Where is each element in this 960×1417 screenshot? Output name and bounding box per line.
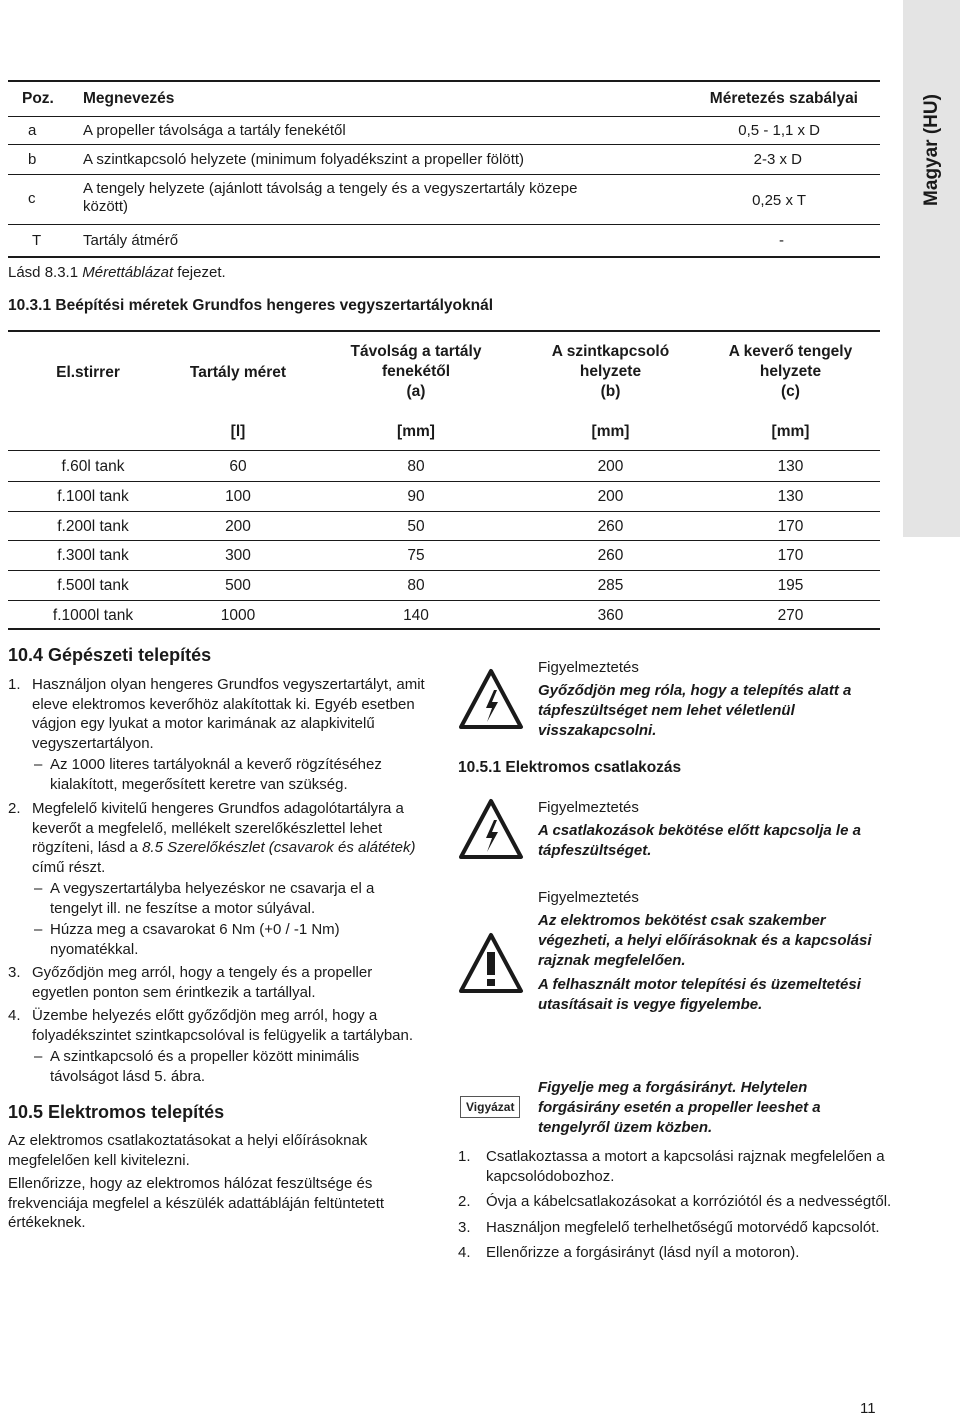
paragraph: Ellenőrizze, hogy az elektromos hálózat feszültsége és frekvenciája megfelel a készülék adattábláján feltüntetett értékeknek.: [8, 1175, 385, 1231]
warning-text: Győződjön meg róla, hogy a telepítés alatt a tápfeszültséget nem lehet véletlenül visszakapcsolni.: [538, 682, 852, 739]
unit-label: [mm]: [397, 423, 435, 440]
list-subitem: – Az 1000 literes tartályoknál a keverő rögzítéséhez kialakított, megerősített keretre van szükség.: [34, 756, 382, 793]
electrical-warning-icon: [458, 798, 524, 864]
unit-label: [l]: [230, 423, 246, 440]
reference-link[interactable]: Mérettáblázat: [82, 264, 174, 281]
list-subitem: – A vegyszertartályba helyezéskor ne csavarja el a tengelyt ill. ne feszítse a motor súlyával.: [34, 880, 375, 917]
section-heading-10-3-1: 10.3.1 Beépítési méretek Grundfos hengeres vegyszertartályoknál: [8, 297, 494, 314]
list-item: 3. Használjon megfelelő terhelhetőségű motorvédő kapcsolót.: [458, 1218, 880, 1236]
list-item: 1. Használjon olyan hengeres Grundfos vegyszertartályt, amit eleve elektromos keverőhöz alakítottak ki. Egyéb esetben vágjon egy lyukat a motor karimának az alapkivitelű vegyszertartályon.: [8, 676, 425, 752]
warning-text: Az elektromos bekötést csak szakember végezheti, a helyi előírásoknak és a kapcsolási rajznak megfelelően.: [538, 912, 872, 969]
table-header-rule: Méretezés szabályai: [709, 90, 858, 107]
warning-block: [538, 659, 878, 741]
table-header-name: Megnevezés: [83, 90, 175, 107]
left-column: [8, 645, 428, 1233]
general-warning-icon: [458, 932, 524, 998]
column-header: El.stirrer: [56, 364, 120, 381]
warning-title: Figyelmeztetés: [538, 799, 639, 816]
list-item: 3. Győződjön meg arról, hogy a tengely és a propeller egyetlen ponton sem érintkezik a tartállyal.: [8, 964, 373, 1001]
section-heading-10-5-1: 10.5.1 Elektromos csatlakozás: [458, 759, 682, 776]
warning-text: A felhasznált motor telepítési és üzemeltetési utasításait is vegye figyelembe.: [538, 976, 861, 1013]
mechanical-install-list: [8, 675, 428, 1086]
unit-label: [mm]: [591, 423, 630, 440]
warning-block: [538, 799, 878, 861]
column-header: A keverő tengely helyzete (c): [728, 343, 853, 400]
list-subitem: – Húzza meg a csavarokat 6 Nm (+0 / -1 Nm) nyomatékkal.: [34, 921, 340, 958]
list-item: 1. Csatlakoztassa a motort a kapcsolási rajznak megfelelően a kapcsolódobozhoz.: [458, 1148, 885, 1185]
caution-text: Figyelje meg a forgásirányt. Helytelen forgásirány esetén a propeller leeshet a tengelyről üzem közben.: [538, 1079, 821, 1136]
list-item: 2. Óvja a kábelcsatlakozásokat a korróziótól és a nedvességtől.: [458, 1193, 892, 1210]
caution-badge: Vigyázat: [460, 1096, 520, 1118]
language-side-tab: [903, 0, 960, 537]
warning-title: Figyelmeztetés: [538, 659, 639, 676]
warning-title: Figyelmeztetés: [538, 889, 639, 906]
section-heading-10-5: 10.5 Elektromos telepítés: [8, 1102, 225, 1122]
mounting-dimensions-table: El.stirrer Tartály méret Távolság a tartály fenekétől (a) A szintkapcsoló helyzete (b) A keverő tengely helyzete (c) [l] [mm] [mm] [mm] f.60l tank 60 80 200 130 f.100l tank 100 90 200 130 f.200l tank 200 50 260 170 f.300l tank 300 75 260 170 f.500l tank 500 80 285 195 f.1000l tank 1000 140 360 270: [8, 318, 880, 630]
list-subitem: – A szintkapcsoló és a propeller között minimális távolságot lásd 5. ábra.: [34, 1048, 360, 1085]
language-label: Magyar (HU): [920, 94, 942, 206]
column-header: Távolság a tartály fenekétől (a): [350, 343, 482, 400]
column-header: Tartály méret: [189, 364, 287, 381]
table-header-poz: Poz.: [22, 90, 54, 107]
reference-link[interactable]: 8.5 Szerelőkészlet (csavarok és alátétek): [142, 839, 416, 856]
list-item: 2. Megfelelő kivitelű hengeres Grundfos adagolótartályra a keverőt a megfelelő, mellékelt szerelőkészlettel lehet rögzíteni, lásd a 8.5 Szerelőkészlet (csavarok és alátétek) című részt.: [8, 800, 416, 876]
warning-block: [538, 889, 883, 1015]
page-number: 11: [860, 1400, 876, 1417]
column-header: A szintkapcsoló helyzete (b): [551, 343, 670, 400]
electrical-connection-list: [458, 1147, 898, 1263]
list-item: 4. Ellenőrizze a forgásirányt (lásd nyíl a motoron).: [458, 1244, 800, 1261]
dimension-rules-table: Poz. Megnevezés Méretezés szabályai a A propeller távolsága a tartály fenekétől 0,5 - 1,1 x D b A szintkapcsoló helyzete (minimum folyadékszint a propeller fölött) 2-3 x D c A tengely helyzete (ajánlott távolság a tengely és a vegyszertartály közepe között) 0,25 x T T Tartály átmérő -: [8, 80, 880, 258]
list-item: 4. Üzembe helyezés előtt győződjön meg arról, hogy a folyadékszintet szintkapcsolóval is felügyelik a tartályban.: [8, 1007, 414, 1044]
reference-line: Lásd 8.3.1 Mérettáblázat fejezet.: [8, 264, 226, 281]
warning-text: A csatlakozások bekötése előtt kapcsolja le a tápfeszültséget.: [538, 822, 861, 859]
paragraph: Az elektromos csatlakoztatásokat a helyi előírásoknak megfelelően kell kivitelezni.: [8, 1132, 368, 1169]
electrical-warning-icon: [458, 668, 524, 734]
section-heading-10-4: 10.4 Gépészeti telepítés: [8, 645, 212, 665]
unit-label: [mm]: [771, 423, 810, 440]
